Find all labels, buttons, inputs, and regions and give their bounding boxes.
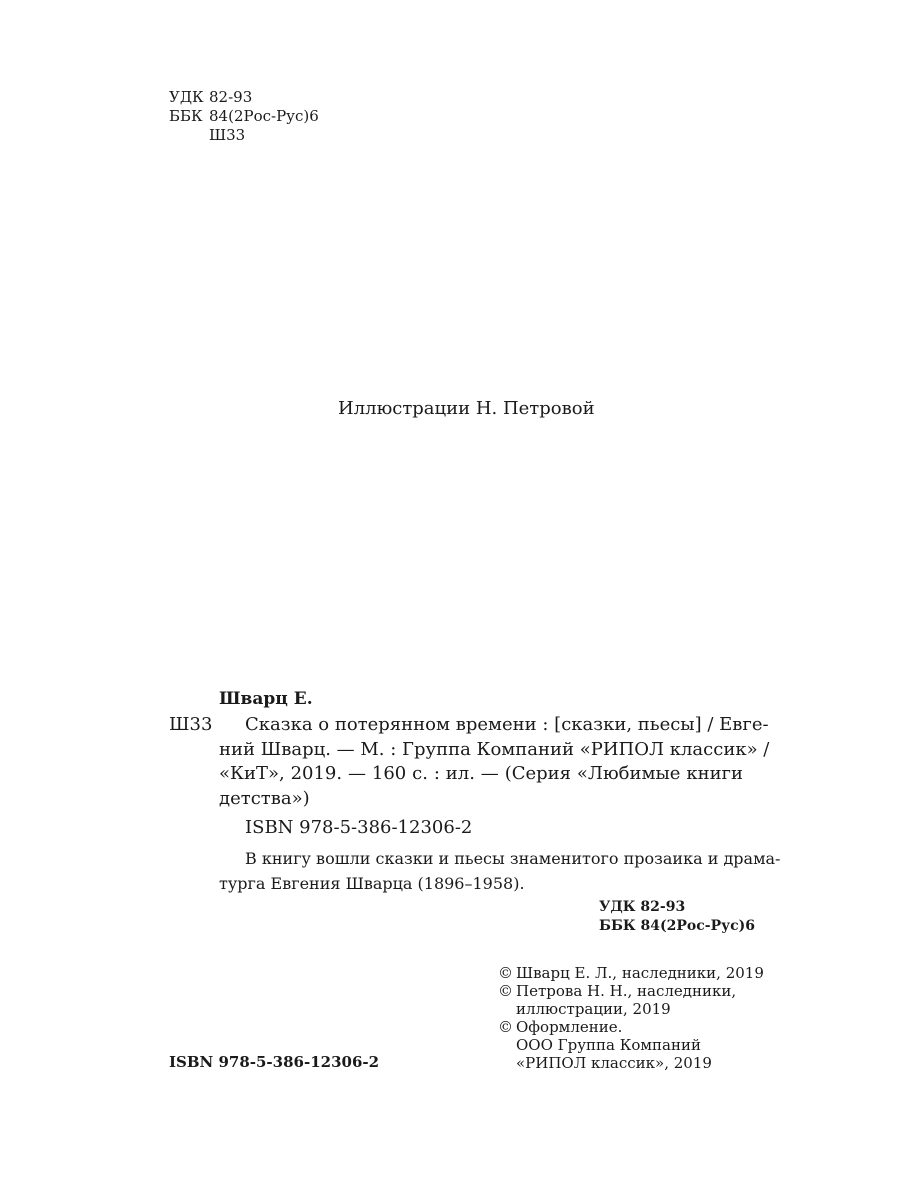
top-author-mark-row: [169, 126, 319, 145]
author-mark-side: Ш33: [169, 714, 213, 735]
annotation-line: турга Евгения Шварца (1896–1958).: [219, 874, 525, 893]
card-classification: [599, 898, 755, 936]
author-heading: Шварц Е.: [219, 689, 313, 709]
isbn-bottom: ISBN 978-5-386-12306-2: [169, 1053, 380, 1071]
copyright-line: «РИПОЛ классик», 2019: [516, 1054, 712, 1072]
copyright-line: иллюстрации, 2019: [516, 1000, 671, 1018]
description-line: детства»): [219, 787, 310, 809]
annotation-line: В книгу вошли сказки и пьесы знаменитого прозаика и драма-: [245, 849, 781, 868]
copyright-line: ООО Группа Компаний: [516, 1036, 701, 1054]
top-udk-row: [169, 88, 319, 107]
bbk-label: ББК: [169, 107, 203, 125]
illustrations-credit: Иллюстрации Н. Петровой: [338, 398, 595, 419]
copyright-symbol: ©: [498, 964, 513, 982]
card-udk: УДК 82-93: [599, 899, 686, 915]
bbk-value: 84(2Рос-Рус)6: [209, 107, 319, 125]
bibliographic-description: [219, 713, 770, 811]
card-bbk: ББК 84(2Рос-Рус)6: [599, 918, 755, 934]
copyright-line: © Петрова Н. Н., наследники,: [498, 982, 737, 1000]
description-line: Сказка о потерянном времени : [сказки, пьесы] / Евге-: [245, 714, 769, 735]
top-classification: [169, 88, 319, 145]
description-line: ний Шварц. — М. : Группа Компаний «РИПОЛ классик» /: [219, 738, 770, 760]
copyright-symbol: ©: [498, 982, 513, 1000]
annotation: [219, 846, 781, 896]
author-mark-top: Ш33: [209, 126, 246, 144]
isbn-main: ISBN 978-5-386-12306-2: [245, 817, 473, 838]
description-line: «КиТ», 2019. — 160 с. : ил. — (Серия «Любимые книги: [219, 763, 743, 784]
udk-label: УДК: [169, 88, 204, 106]
copyright-symbol: ©: [498, 1018, 513, 1036]
copyright-line: © Оформление.: [498, 1018, 623, 1036]
copyright-block: [498, 964, 764, 1072]
udk-value: 82-93: [209, 88, 253, 106]
copyright-line: © Шварц Е. Л., наследники, 2019: [498, 964, 764, 982]
top-bbk-row: [169, 107, 319, 126]
